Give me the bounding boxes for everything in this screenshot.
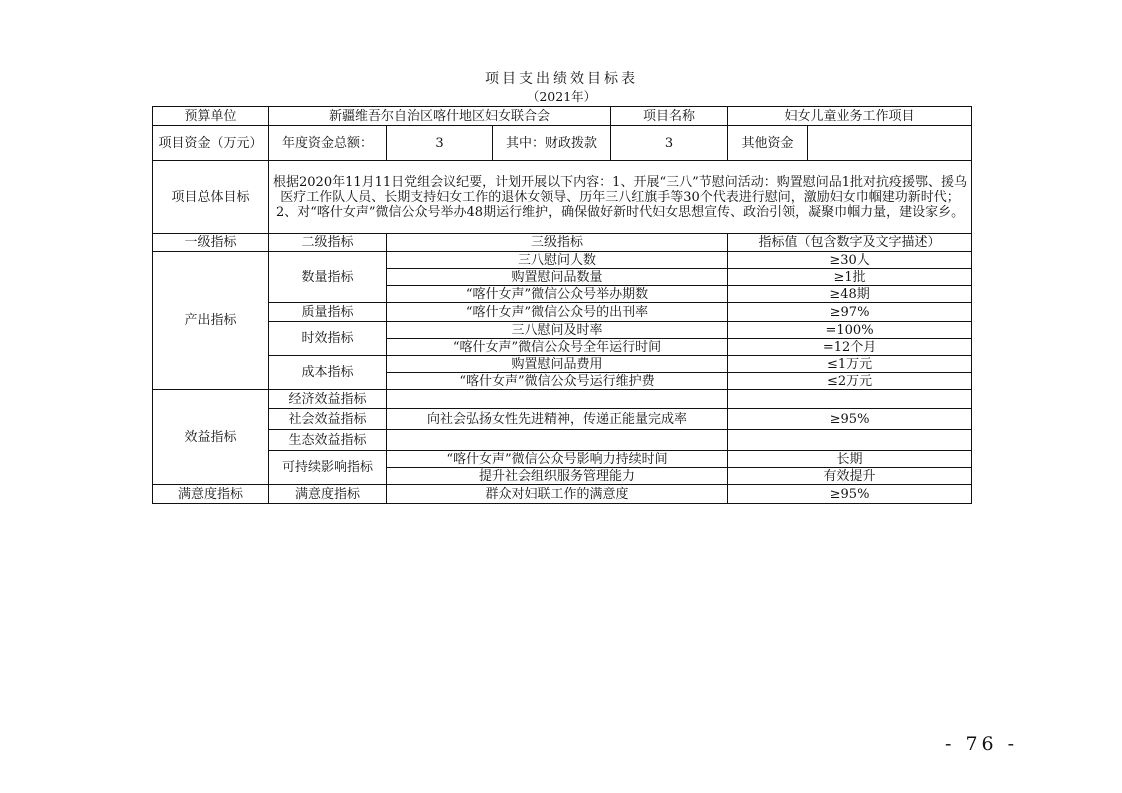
economic-benefit-label: 经济效益指标 bbox=[269, 390, 387, 409]
table-row bbox=[153, 322, 972, 339]
satisfaction-indicator-label: 满意度指标 bbox=[153, 485, 269, 504]
overall-goal-label: 项目总体目标 bbox=[153, 161, 269, 234]
other-funds-label: 其他资金 bbox=[728, 126, 808, 161]
indicator-value: ≥97% bbox=[728, 303, 972, 322]
indicator-value: ≥95% bbox=[728, 485, 972, 504]
indicator-item: 三八慰问人数 bbox=[387, 252, 728, 269]
indicator-value: ≤2万元 bbox=[728, 373, 972, 390]
indicator-item bbox=[387, 430, 728, 451]
indicator-item bbox=[387, 390, 728, 409]
indicator-value: ≥30人 bbox=[728, 252, 972, 269]
indicator-item: “喀什女声”微信公众号举办期数 bbox=[387, 286, 728, 303]
project-name-value: 妇女儿童业务工作项目 bbox=[728, 107, 972, 126]
timeliness-indicator-label: 时效指标 bbox=[269, 322, 387, 356]
column-level1: 一级指标 bbox=[153, 234, 269, 252]
quality-indicator-label: 质量指标 bbox=[269, 303, 387, 322]
column-value: 指标值（包含数字及文字描述） bbox=[728, 234, 972, 252]
cost-indicator-label: 成本指标 bbox=[269, 356, 387, 390]
annual-total-value: 3 bbox=[387, 126, 493, 161]
indicator-value bbox=[728, 390, 972, 409]
page-title: 项目支出绩效目标表 bbox=[485, 71, 638, 87]
other-funds-value bbox=[808, 126, 972, 161]
table-row bbox=[153, 430, 972, 451]
indicator-item: 提升社会组织服务管理能力 bbox=[387, 468, 728, 485]
sustainable-impact-label: 可持续影响指标 bbox=[269, 451, 387, 485]
indicator-value: 有效提升 bbox=[728, 468, 972, 485]
indicator-item: “喀什女声”微信公众号影响力持续时间 bbox=[387, 451, 728, 468]
table-row bbox=[153, 252, 972, 269]
indicator-item: 购置慰问品数量 bbox=[387, 269, 728, 286]
fiscal-funds-value: 3 bbox=[611, 126, 728, 161]
indicator-item: 三八慰问及时率 bbox=[387, 322, 728, 339]
table-row bbox=[153, 390, 972, 409]
table-row bbox=[153, 356, 972, 373]
indicator-value: ≥48期 bbox=[728, 286, 972, 303]
indicator-item: “喀什女声”微信公众号全年运行时间 bbox=[387, 339, 728, 356]
indicator-item: “喀什女声”微信公众号运行维护费 bbox=[387, 373, 728, 390]
indicator-value: =12个月 bbox=[728, 339, 972, 356]
indicator-value: =100% bbox=[728, 322, 972, 339]
overall-goal-text: 根据2020年11月11日党组会议纪要，计划开展以下内容：1、开展“三八”节慰问活动：购置慰问品1批对抗疫援鄂、援乌医疗工作队人员、长期支持妇女工作的退休女领导、历年三八红旗手等30个代表进行慰问，激励妇女巾帼建功新时代；2、对“喀什女声”微信公众号举办48期运行维护，确保做好新时代妇女思想宣传、政治引领，凝聚巾帼力量，建设家乡。 bbox=[269, 161, 972, 234]
budget-unit-label: 预算单位 bbox=[153, 107, 269, 126]
fiscal-funds-label: 其中：财政拨款 bbox=[493, 126, 611, 161]
benefit-indicator-label: 效益指标 bbox=[153, 390, 269, 485]
table-row bbox=[153, 409, 972, 430]
indicator-item: “喀什女声”微信公众号的出刊率 bbox=[387, 303, 728, 322]
page-subtitle: （2021年） bbox=[526, 89, 597, 104]
output-indicator-label: 产出指标 bbox=[153, 252, 269, 390]
budget-unit-value: 新疆维吾尔自治区喀什地区妇女联合会 bbox=[269, 107, 611, 126]
indicator-value: ≤1万元 bbox=[728, 356, 972, 373]
indicator-value: ≥1批 bbox=[728, 269, 972, 286]
indicator-item: 向社会弘扬女性先进精神，传递正能量完成率 bbox=[387, 409, 728, 430]
column-level2: 二级指标 bbox=[269, 234, 387, 252]
table-row bbox=[153, 303, 972, 322]
performance-target-table bbox=[152, 106, 972, 504]
project-funds-label: 项目资金（万元） bbox=[153, 126, 269, 161]
indicator-item: 购置慰问品费用 bbox=[387, 356, 728, 373]
annual-total-label: 年度资金总额： bbox=[269, 126, 387, 161]
indicator-item: 群众对妇联工作的满意度 bbox=[387, 485, 728, 504]
column-level3: 三级指标 bbox=[387, 234, 728, 252]
ecological-benefit-label: 生态效益指标 bbox=[269, 430, 387, 451]
social-benefit-label: 社会效益指标 bbox=[269, 409, 387, 430]
indicator-value: 长期 bbox=[728, 451, 972, 468]
satisfaction-sub-label: 满意度指标 bbox=[269, 485, 387, 504]
quantity-indicator-label: 数量指标 bbox=[269, 252, 387, 303]
table-row bbox=[153, 485, 972, 504]
project-name-label: 项目名称 bbox=[611, 107, 728, 126]
page-number: - 76 - bbox=[945, 733, 1019, 755]
indicator-value bbox=[728, 430, 972, 451]
table-row bbox=[153, 451, 972, 468]
indicator-value: ≥95% bbox=[728, 409, 972, 430]
